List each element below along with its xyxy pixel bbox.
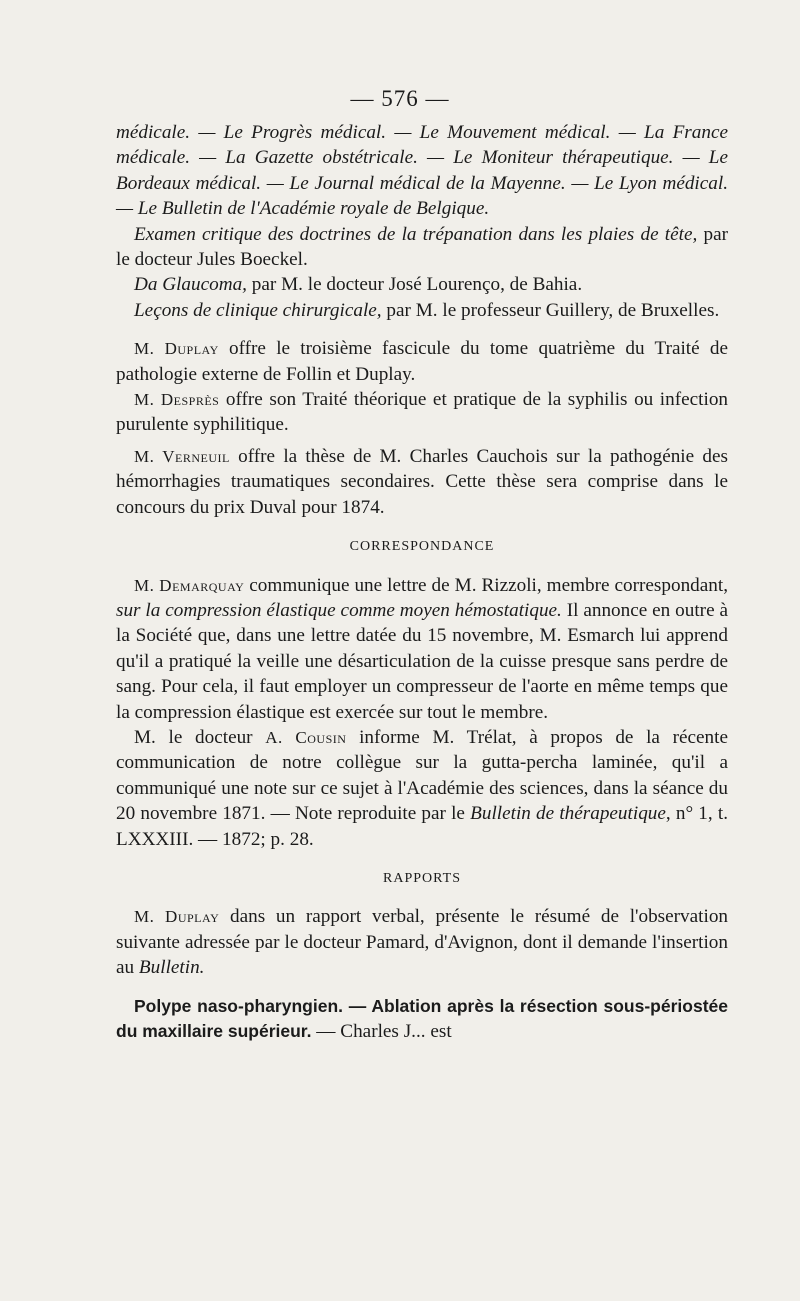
section-heading-rapports: RAPPORTS [383, 870, 461, 886]
page-body [116, 120, 728, 1044]
correspondance-paragraph-1: M. Demarquay communique une lettre de M. Rizzoli, membre correspondant, sur la compression élastique comme moyen hémostatique. Il annonce en outre à la Société que, dans une lettre datée du 15 novembre, M. Esmarch lui apprend qu'il a pratiqué la veille une désarticulation de la cuisse presque sans perdre de sang. Pour cela, il faut employer un compresseur de l'aorte en même temps que la compression élastique est exercée sur tout le membre. [116, 574, 728, 723]
offer-despres: M. Desprès offre son Traité théorique et pratique de la syphilis ou infection purulente syphilitique. [116, 389, 729, 436]
page-number: — 576 — [350, 86, 450, 111]
offer-duplay: M. Duplay offre le troisième fascicule du tome quatrième du Traité de pathologie externe de Follin et Duplay. [116, 338, 729, 385]
rapports-paragraph-1: M. Duplay dans un rapport verbal, présente le résumé de l'observation suivante adressée par le docteur Pamard, d'Avignon, dont il demande l'insertion au Bulletin. [116, 906, 729, 979]
case-report-opening: Polype naso-pharyngien. — Ablation après la résection sous-périostée du maxillaire supérieur. — Charles J... est [116, 995, 728, 1042]
journal-list: médicale. — Le Progrès médical. — Le Mouvement médical. — La France médicale. — La Gazette obstétricale. — Le Moniteur thérapeutique. — Le Bordeaux médical. — Le Journal médical de la Mayenne. — Le Lyon médical. — Le Bulletin de l'Académie royale de Belgique. [116, 122, 728, 220]
work-entry-2: Da Glaucoma, par M. le docteur José Lourenço, de Bahia. [134, 274, 583, 296]
work-entry-1: Examen critique des doctrines de la trépanation dans les plaies de tête, par le docteur Jules Boeckel. [116, 223, 729, 271]
section-heading-correspondance: CORRESPONDANCE [349, 539, 495, 555]
correspondance-paragraph-2: M. le docteur A. Cousin informe M. Trélat, à propos de la récente communication de notre collègue sur la gutta-percha laminée, qu'il a communiqué une note sur ce sujet à l'Académie des sciences, dans la séance du 20 novembre 1871. — Note reproduite par le Bulletin de thérapeutique, n° 1, t. LXXXIII. — 1872; p. 28. [116, 726, 728, 850]
offer-verneuil: M. Verneuil offre la thèse de M. Charles Cauchois sur la pathogénie des hémorrhagies traumatiques secondaires. Cette thèse sera comprise dans le concours du prix Duval pour 1874. [116, 445, 728, 518]
work-entry-3: Leçons de clinique chirurgicale, par M. le professeur Guillery, de Bruxelles. [134, 299, 720, 321]
